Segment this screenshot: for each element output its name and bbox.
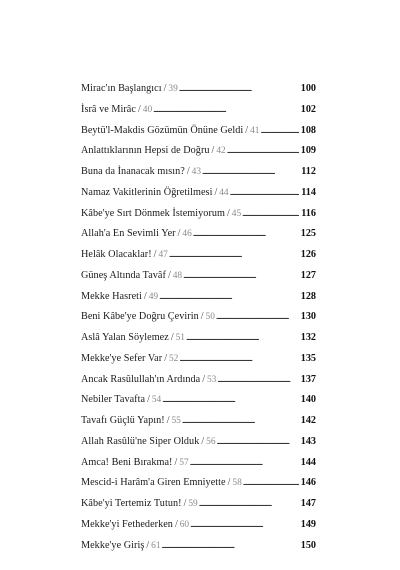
toc-entry [81,369,316,390]
entry-separator: / [183,498,187,509]
entry-page-number: 125 [300,228,316,240]
entry-page-number: 116 [301,207,316,219]
toc-entry [81,327,316,348]
dot-leader [183,265,299,286]
entry-page-number: 109 [300,145,316,157]
entry-separator: / [214,186,218,198]
entry-title: Tavafı Güçlü Yapın! [81,415,165,426]
dot-leader [242,203,299,224]
entry-number: 51 [175,333,185,343]
entry-number: 50 [205,312,215,323]
dot-leader [162,535,299,556]
toc-entry [81,223,316,244]
dot-leader [217,369,298,390]
toc-entry [81,472,316,493]
entry-number: 60 [179,519,190,530]
toc-entry [81,182,316,203]
entry-page-number: 127 [300,269,316,281]
entry-separator: / [211,145,215,157]
entry-page-number: 150 [300,539,316,551]
dot-leader [202,161,299,182]
entry-title: Allah Rasûlü'ne Siper Olduk [81,435,200,447]
entry-title: Mekke Hasreti [81,290,142,302]
entry-page-number: 102 [300,103,316,115]
toc-entry [81,78,316,99]
entry-title: Anlattıklarının Hepsi de Doğru [81,145,210,157]
entry-separator: / [177,228,181,240]
toc-entry [81,99,316,120]
entry-separator: / [167,269,171,281]
entry-number: 44 [219,187,229,198]
entry-page-number: 132 [300,332,316,343]
entry-separator: / [163,83,167,94]
entry-separator: / [201,435,205,447]
dot-leader [186,327,299,348]
toc-entry [81,120,316,141]
dot-leader [260,120,298,141]
entry-title: Mirac'ın Başlangıcı [81,83,162,94]
dot-leader [153,99,299,120]
entry-page-number: 130 [300,311,316,323]
entry-page-number: 142 [300,415,316,426]
dot-leader [199,493,299,514]
dot-leader [227,140,299,161]
entry-separator: / [147,394,150,406]
toc-entry [81,493,316,514]
table-of-contents [81,78,316,555]
entry-title: Mekke'yi Fethederken [81,518,173,530]
dot-leader [182,410,299,431]
entry-separator: / [137,103,141,115]
toc-entry [81,410,316,431]
entry-page-number: 147 [300,498,316,509]
entry-number: 45 [231,208,242,219]
entry-number: 55 [171,416,181,426]
toc-entry [81,265,316,286]
entry-number: 59 [188,499,198,509]
dot-leader [179,348,298,369]
entry-title: Beni Kâbe'ye Doğru Çevirin [81,311,199,323]
entry-separator: / [202,373,205,385]
toc-entry [81,348,316,369]
entry-separator: / [153,249,157,260]
entry-title: Namaz Vakitlerinin Öğretilmesi [81,186,213,198]
dot-leader [243,472,299,493]
toc-entry [81,389,316,410]
entry-number: 58 [232,478,242,489]
entry-number: 52 [168,353,179,364]
entry-page-number: 140 [300,394,316,406]
toc-entry [81,140,316,161]
toc-entry [81,244,316,265]
entry-page-number: 146 [300,477,316,489]
entry-title: Güneş Altında Tavâf [81,269,166,281]
entry-title: Amca! Beni Bırakma! [81,456,173,468]
entry-page-number: 126 [300,249,316,260]
entry-separator: / [227,477,231,489]
entry-separator: / [143,290,147,302]
entry-number: 49 [148,291,159,302]
entry-page-number: 100 [300,83,316,94]
entry-separator: / [186,166,190,177]
entry-number: 57 [179,457,189,468]
entry-title: Mekke'ye Sefer Var [81,352,163,364]
dot-leader [190,452,299,473]
dot-leader [230,182,300,203]
entry-number: 43 [191,167,201,177]
entry-title: Mescid-i Harâm'a Giren Emniyette [81,477,226,489]
entry-separator: / [166,415,170,426]
dot-leader [179,78,299,99]
toc-entry [81,286,316,307]
entry-separator: / [170,332,174,343]
entry-separator: / [245,124,249,136]
entry-separator: / [174,456,178,468]
toc-entry [81,203,316,224]
toc-entry [81,452,316,473]
toc-entry [81,431,316,452]
entry-number: 39 [168,84,178,94]
entry-number: 54 [151,395,162,406]
entry-title: Aslâ Yalan Söylemez [81,332,169,343]
entry-separator: / [200,311,204,323]
toc-entry [81,161,316,182]
entry-number: 47 [158,250,168,260]
entry-separator: / [227,207,230,219]
entry-number: 61 [151,540,161,551]
entry-page-number: 149 [300,518,316,530]
entry-page-number: 137 [300,373,316,385]
dot-leader [216,306,299,327]
entry-number: 40 [142,104,153,115]
entry-title: Ancak Rasûlullah'ın Ardında [81,373,201,385]
entry-page-number: 112 [301,166,316,177]
entry-title: Nebiler Tavafta [81,394,146,406]
entry-page-number: 144 [300,456,316,468]
entry-page-number: 143 [300,435,316,447]
dot-leader [162,389,299,410]
entry-separator: / [174,518,178,530]
entry-number: 46 [182,229,192,240]
entry-separator: / [164,352,167,364]
entry-number: 42 [216,146,226,157]
entry-title: Allah'a En Sevimli Yer [81,228,176,240]
toc-entry [81,514,316,535]
entry-page-number: 108 [300,124,316,136]
entry-number: 56 [206,436,216,447]
entry-number: 53 [206,374,217,385]
entry-number: 41 [250,125,260,136]
entry-title: Buna da İnanacak mısın? [81,166,185,177]
entry-number: 48 [172,270,183,281]
entry-title: Helâk Olacaklar! [81,249,152,260]
entry-title: Beytü'l-Makdis Gözümün Önüne Geldi [81,124,244,136]
entry-page-number: 135 [300,352,316,364]
dot-leader [193,223,299,244]
entry-title: İsrâ ve Mirâc [81,103,136,115]
dot-leader [217,431,299,452]
entry-separator: / [146,539,150,551]
dot-leader [159,286,299,307]
dot-leader [190,514,299,535]
entry-title: Kâbe'yi Tertemiz Tutun! [81,498,182,509]
entry-title: Mekke'ye Giriş [81,539,145,551]
entry-title: Kâbe'ye Sırt Dönmek İstemiyorum [81,207,226,219]
entry-page-number: 114 [301,186,316,198]
toc-entry [81,535,316,556]
dot-leader [169,244,299,265]
toc-entry [81,306,316,327]
entry-page-number: 128 [300,290,316,302]
